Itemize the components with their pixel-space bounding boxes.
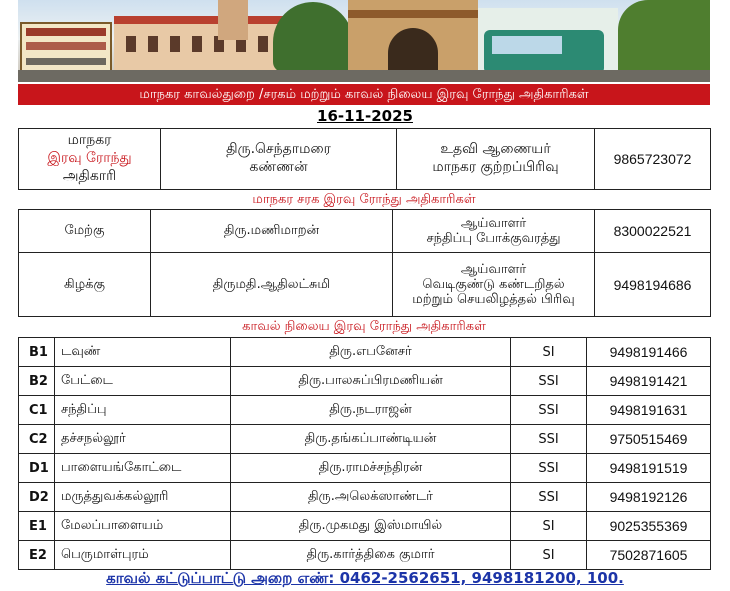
station-code-cell: E1 xyxy=(19,512,55,541)
city-officer-phone: 9865723072 xyxy=(595,129,711,190)
city-officer-label xyxy=(19,129,161,190)
station-code-cell: B2 xyxy=(19,367,55,396)
phone-cell: 7502871605 xyxy=(587,541,711,570)
rank-cell: SSI xyxy=(511,454,587,483)
station-code-cell: C2 xyxy=(19,425,55,454)
table-row xyxy=(19,454,711,483)
tree-left xyxy=(273,2,353,72)
city-officer-name xyxy=(161,129,397,190)
station-officers-table xyxy=(18,337,711,570)
designation-line: வெடிகுண்டு கண்டறிதல் xyxy=(422,277,565,293)
station-code-cell: D1 xyxy=(19,454,55,483)
officer-name-cell: திரு.முகமது இஸ்மாயில் xyxy=(231,512,511,541)
header-banner xyxy=(18,0,710,82)
officer-name-cell: திரு.அலெக்ஸாண்டர் xyxy=(231,483,511,512)
rank-cell: SSI xyxy=(511,367,587,396)
rank-cell: SSI xyxy=(511,396,587,425)
table-row xyxy=(19,253,711,317)
station-heading: காவல் நிலைய இரவு ரோந்து அதிகாரிகள் xyxy=(242,319,486,334)
phone-cell: 9025355369 xyxy=(587,512,711,541)
station-area-cell: பெருமாள்புரம் xyxy=(55,541,231,570)
station-code-cell: C1 xyxy=(19,396,55,425)
label-line: மாநகர xyxy=(67,132,112,148)
rank-cell: SI xyxy=(511,541,587,570)
name-line: கண்ணன் xyxy=(249,159,308,175)
roster-date: 16-11-2025 xyxy=(317,107,413,125)
officer-name-cell: திருமதி.ஆதிலட்சுமி xyxy=(151,253,393,317)
officer-name-cell: திரு.மணிமாறன் xyxy=(151,210,393,253)
range-officers-table xyxy=(18,209,711,317)
page-title: மாநகர காவல்துறை /சரகம் மற்றும் காவல் நிலைய இரவு ரோந்து அதிகாரிகள் xyxy=(18,84,710,105)
phone-cell: 9498192126 xyxy=(587,483,711,512)
table-row xyxy=(19,483,711,512)
road xyxy=(18,70,710,82)
officer-name-cell: திரு.எபனேசர் xyxy=(231,338,511,367)
designation-cell xyxy=(393,210,595,253)
table-row xyxy=(19,512,711,541)
station-area-cell: மேலப்பாளையம் xyxy=(55,512,231,541)
label-line: அதிகாரி xyxy=(62,168,117,184)
phone-cell: 9498191466 xyxy=(587,338,711,367)
table-row xyxy=(19,425,711,454)
designation-line: சந்திப்பு போக்குவரத்து xyxy=(426,231,561,247)
table-row xyxy=(19,396,711,425)
city-officer-table xyxy=(18,128,711,190)
designation-line: உதவி ஆணையர் xyxy=(440,141,551,157)
station-area-cell: சந்திப்பு xyxy=(55,396,231,425)
designation-line: மற்றும் செயலிழத்தல் பிரிவு xyxy=(412,292,575,308)
designation-line: ஆய்வாளர் xyxy=(460,216,527,232)
table-row xyxy=(19,367,711,396)
range-heading: மாநகர சரக இரவு ரோந்து அதிகாரிகள் xyxy=(252,192,476,207)
designation-cell xyxy=(393,253,595,317)
officer-name-cell: திரு.பாலசுப்பிரமணியன் xyxy=(231,367,511,396)
railway-station-board xyxy=(20,22,112,74)
phone-cell: 9750515469 xyxy=(587,425,711,454)
officer-name-cell: திரு.நடராஜன் xyxy=(231,396,511,425)
city-officer-row xyxy=(19,129,711,190)
zone-cell: கிழக்கு xyxy=(19,253,151,317)
rank-cell: SI xyxy=(511,338,587,367)
railway-station-building xyxy=(114,16,284,76)
officer-name-cell: திரு.கார்த்திகை குமார் xyxy=(231,541,511,570)
clock-tower xyxy=(218,0,248,40)
phone-cell: 9498191421 xyxy=(587,367,711,396)
rank-cell: SSI xyxy=(511,425,587,454)
phone-cell: 8300022521 xyxy=(595,210,711,253)
station-area-cell: மருத்துவக்கல்லூரி xyxy=(55,483,231,512)
phone-cell: 9498191631 xyxy=(587,396,711,425)
label-line: இரவு ரோந்து xyxy=(47,150,132,166)
station-code-cell: B1 xyxy=(19,338,55,367)
station-area-cell: பேட்டை xyxy=(55,367,231,396)
phone-cell: 9498191519 xyxy=(587,454,711,483)
phone-cell: 9498194686 xyxy=(595,253,711,317)
station-area-cell: தச்சநல்லூர் xyxy=(55,425,231,454)
control-room-footer: காவல் கட்டுப்பாட்டு அறை எண்: 0462-2562651, 9498181200, 100. xyxy=(106,569,624,587)
station-code-cell: E2 xyxy=(19,541,55,570)
designation-line: ஆய்வாளர் xyxy=(460,262,527,278)
officer-name-cell: திரு.தங்கப்பாண்டியன் xyxy=(231,425,511,454)
table-row xyxy=(19,210,711,253)
table-row xyxy=(19,338,711,367)
rank-cell: SSI xyxy=(511,483,587,512)
station-area-cell: டவுண் xyxy=(55,338,231,367)
station-code-cell: D2 xyxy=(19,483,55,512)
zone-cell: மேற்கு xyxy=(19,210,151,253)
designation-line: மாநகர குற்றப்பிரிவு xyxy=(432,159,559,175)
name-line: திரு.செந்தாமரை xyxy=(226,141,331,157)
city-officer-designation xyxy=(397,129,595,190)
officer-name-cell: திரு.ராமச்சந்திரன் xyxy=(231,454,511,483)
bus-stand-photo xyxy=(478,8,618,78)
table-row xyxy=(19,541,711,570)
station-area-cell: பாளையங்கோட்டை xyxy=(55,454,231,483)
rank-cell: SI xyxy=(511,512,587,541)
